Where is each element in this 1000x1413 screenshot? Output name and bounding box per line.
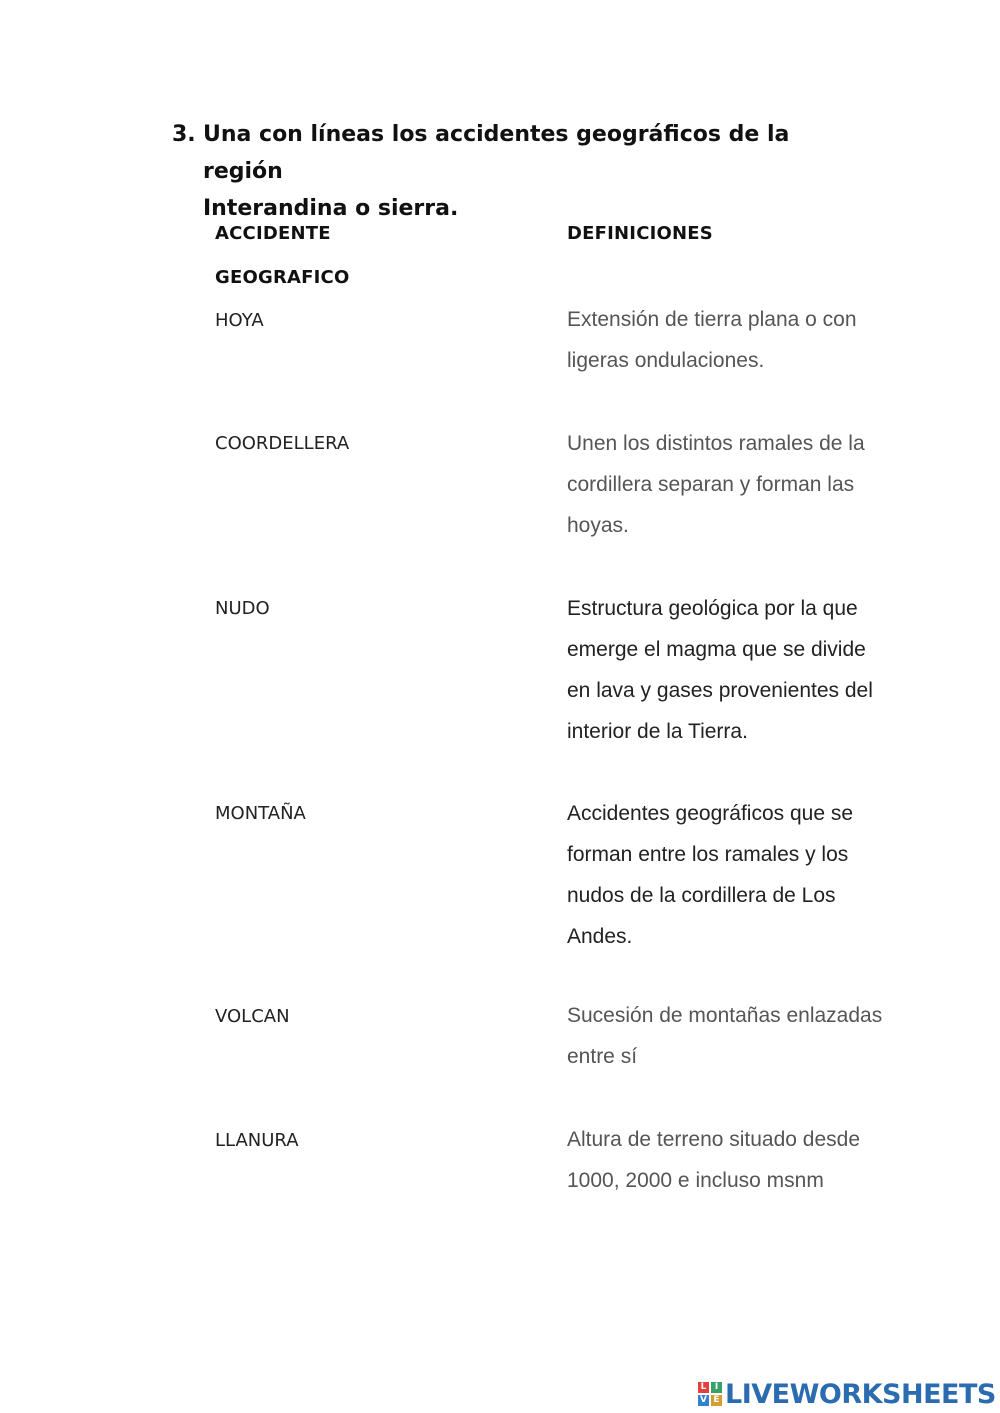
column-header-left-line2: GEOGRAFICO [215, 267, 350, 288]
definition-line: Andes. [567, 925, 633, 948]
definition-line: cordillera separan y forman las [567, 473, 855, 496]
definition-line: interior de la Tierra. [567, 720, 748, 743]
definition-item [567, 995, 927, 1077]
definition-item [567, 793, 927, 957]
definition-line: Accidentes geográficos que se [567, 802, 854, 825]
logo-mark-letter: I [711, 1382, 722, 1393]
question [172, 116, 872, 227]
column-header-accidente [215, 212, 415, 300]
definition-item [567, 299, 927, 381]
term-item: NUDO [215, 598, 270, 619]
definition-line: entre sí [567, 1045, 638, 1068]
definition-line: hoyas. [567, 514, 629, 537]
definition-line: Estructura geológica por la que [567, 597, 858, 620]
term-item: MONTAÑA [215, 803, 306, 824]
column-header-definiciones: DEFINICIONES [567, 223, 713, 244]
term-item: HOYA [215, 310, 264, 331]
question-number: 3. [172, 122, 196, 147]
logo-text: LIVEWORKSHEETS [725, 1378, 996, 1410]
definition-item [567, 423, 927, 546]
logo-mark-letter: V [698, 1395, 709, 1406]
definition-line: ligeras ondulaciones. [567, 349, 765, 372]
definition-line: emerge el magma que se divide [567, 638, 866, 661]
column-header-left-line1: ACCIDENTE [215, 223, 331, 244]
definition-line: forman entre los ramales y los [567, 843, 849, 866]
liveworksheets-logo [698, 1378, 996, 1410]
definition-line: Extensión de tierra plana o con [567, 308, 857, 331]
term-item: COORDELLERA [215, 433, 350, 454]
definition-line: en lava y gases provenientes del [567, 679, 873, 702]
definition-line: 1000, 2000 e incluso msnm [567, 1169, 824, 1192]
definition-item [567, 588, 927, 752]
definition-line: Unen los distintos ramales de la [567, 432, 865, 455]
question-text-line2: Interandina o sierra. [203, 196, 459, 221]
logo-mark-letter: E [711, 1395, 722, 1406]
term-item: VOLCAN [215, 1006, 290, 1027]
definition-item [567, 1119, 927, 1201]
definition-line: Sucesión de montañas enlazadas [567, 1004, 883, 1027]
question-text-line1: Una con líneas los accidentes geográficos de la región [203, 122, 790, 184]
definition-line: nudos de la cordillera de Los [567, 884, 836, 907]
logo-mark-letter: L [698, 1382, 709, 1393]
logo-mark-icon [698, 1382, 722, 1406]
term-item: LLANURA [215, 1130, 299, 1151]
definition-line: Altura de terreno situado desde [567, 1128, 861, 1151]
